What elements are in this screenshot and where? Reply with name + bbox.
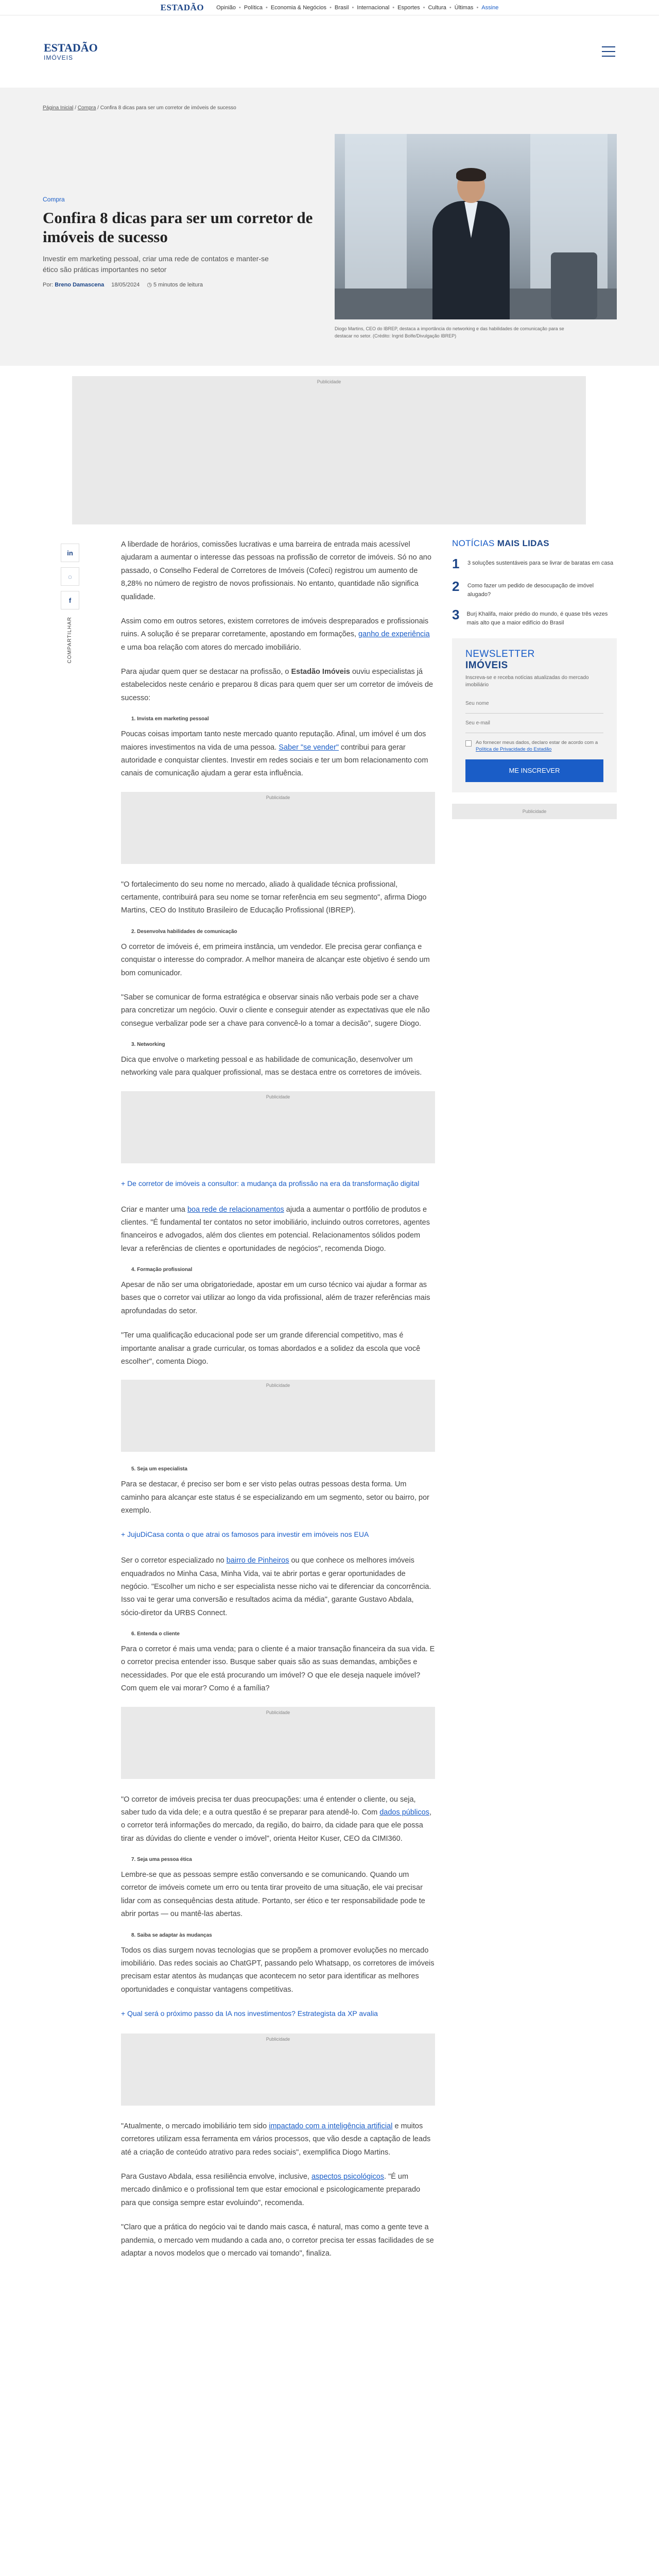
article-hero xyxy=(0,88,659,366)
section-heading: 4. Formação profissional xyxy=(131,1267,193,1273)
paragraph: "O corretor de imóveis precisa ter duas preocupações: uma é entender o cliente, ou seja, saber tudo da vida dele; e a outra questão é se preparar para atendê-lo. Com dados públicos, o corretor terá informações do mercado, da região, do bairro, da cidade para que ele possa tirar as dúvidas do cliente e vender o imóvel", orienta Heitor Kuser, CEO da CIMI360. xyxy=(121,1795,431,1843)
subscribe-button[interactable]: ME INSCREVER xyxy=(465,759,603,782)
nav-brasil[interactable]: Brasil xyxy=(334,4,349,11)
person-figure xyxy=(432,170,510,319)
share-label: COMPARTILHAR xyxy=(67,617,73,664)
inline-link[interactable]: bairro de Pinheiros xyxy=(226,1556,289,1565)
byline xyxy=(43,281,331,288)
facebook-share-button[interactable]: f xyxy=(61,591,79,609)
ad-inline[interactable]: Publicidade xyxy=(121,1091,435,1163)
ad-inline[interactable]: Publicidade xyxy=(121,792,435,864)
sidebar xyxy=(452,538,617,819)
related-link[interactable]: + JujuDiCasa conta o que atrai os famosos para investir em imóveis nos EUA xyxy=(121,1530,369,1539)
related-link[interactable]: + Qual será o próximo passo da IA nos investimentos? Estrategista da XP avalia xyxy=(121,2009,378,2018)
publish-date: 18/05/2024 xyxy=(111,281,140,288)
paragraph: "Ter uma qualificação educacional pode ser um grande diferencial competitivo, mas é importante analisar a grade curricular, os tomas abordados e a solidez da escola que você escolher", comenta Diogo. xyxy=(121,1331,421,1366)
inline-link[interactable]: boa rede de relacionamentos xyxy=(187,1205,284,1214)
reading-time xyxy=(147,281,203,288)
paragraph: "Atualmente, o mercado imobiliário tem sido impactado com a inteligência artificial e muitos corretores utilizam essa ferramenta em vários processos, que vão desde a captação de leads até a criação de conteúdo atrativo para redes sociais", exemplifica Diogo Martins. xyxy=(121,2122,431,2157)
share-bar xyxy=(61,544,81,664)
paragraph: Assim como em outros setores, existem corretores de imóveis despreparados e profissionais ruins. A solução é se preparar corretamente, apostando em formações, ganho de experiência e uma boa relação com atores do mercado imobiliário. xyxy=(121,617,430,652)
inline-link[interactable]: ganho de experiência xyxy=(358,630,430,639)
nav-opiniao[interactable]: Opinião xyxy=(216,4,236,11)
paragraph: Dica que envolve o marketing pessoal e as habilidade de comunicação, desenvolver um networking vale para qualquer profissional, mas se destaca entre os corretores de imóveis. xyxy=(121,1056,422,1077)
most-read-title: NOTÍCIAS MAIS LIDAS xyxy=(452,538,549,548)
photo-caption: Diogo Martins, CEO do IBREP, destaca a importância do networking e das habilidades de comunicação para se destacar no setor. (Crédito: Ingrid Bolfe/Divulgação IBREP) xyxy=(335,326,564,338)
nav-internacional[interactable]: Internacional xyxy=(357,4,390,11)
article-lead: Investir em marketing pessoal, criar uma rede de contatos e manter-se ético são práticas importantes no setor xyxy=(43,255,269,274)
email-field[interactable] xyxy=(465,714,603,733)
nav-cultura[interactable]: Cultura xyxy=(428,4,446,11)
imoveis-logo[interactable] xyxy=(44,42,98,61)
ad-sidebar[interactable]: Publicidade xyxy=(452,804,617,819)
whatsapp-share-button[interactable]: ◌ xyxy=(61,567,79,586)
ad-banner-top[interactable] xyxy=(72,376,586,524)
paragraph: Todos os dias surgem novas tecnologias que se propõem a promover evoluções no mercado imobiliário. Das redes sociais ao ChatGPT, passando pelo Whatsapp, os corretores de imóveis precisam estar atentos às mudanças que acontecem no setor para identificar as melhores oportunidades e conquistar vantagens competitivas. xyxy=(121,1946,435,1994)
paragraph: "Claro que a prática do negócio vai te dando mais casca, é natural, mas como a gente teve a pandemia, o mercado vem mudando a cada ano, o corretor precisa ter essas facilidades de se adaptar a novos modelos que o mercado vai tomando", finaliza. xyxy=(121,2223,434,2258)
brand-sub: IMÓVEIS xyxy=(44,54,74,61)
newsletter-title: NEWSLETTER IMÓVEIS xyxy=(465,649,535,671)
page-title: Confira 8 dicas para ser um corretor de imóveis de sucesso xyxy=(43,209,313,246)
inline-link[interactable]: dados públicos xyxy=(379,1808,429,1817)
ad-inline[interactable]: Publicidade xyxy=(121,2033,435,2106)
related-link[interactable]: + De corretor de imóveis a consultor: a mudança da profissão na era da transformação digital xyxy=(121,1179,420,1188)
newsletter-form xyxy=(452,638,617,792)
consent-checkbox[interactable]: Ao fornecer meus dados, declaro estar de acordo com a Política de Privacidade do Estadão xyxy=(465,739,603,753)
section-heading: 1. Invista em marketing pessoal xyxy=(131,716,209,722)
inline-link[interactable]: aspectos psicológicos xyxy=(311,2173,385,2181)
paragraph: "O fortalecimento do seu nome no mercado, aliado à qualidade técnica profissional, certamente, contribuirá para seu nome se tornar referência em seu segmento", afirma Diogo Martins, CEO do Instituto Brasileiro de Educação Profissional (IBREP). xyxy=(121,880,427,915)
paragraph: Ser o corretor especializado no bairro de Pinheiros ou que conhece os melhores imóveis enquadrados no Minha Casa, Minha Vida, vai te abrir portas e gerar oportunidades de negócio. "Escolher um nicho e ser especialista nesse nicho vai te diferenciar da concorrência. Isso vai te gerar uma conversão e resultados acima da média", garante Gustavo Abdala, sócio-diretor da URBS Connect. xyxy=(121,1556,431,1617)
section-heading: 8. Saiba se adaptar às mudanças xyxy=(131,1932,212,1938)
paragraph: Lembre-se que as pessoas sempre estão conversando e se comunicando. Quando um corretor de imóveis comete um erro ou tenta tirar proveito de uma situação, ele vai precisar lidar com as consequências desta atitude. Portanto, ser ético e ter responsabilidade pode te abrir portas — ou mantê-las abertas. xyxy=(121,1871,425,1919)
paragraph: Para se destacar, é preciso ser bom e ser visto pelas outras pessoas desta forma. Um caminho para alcançar este status é se especializando em um segmento, setor ou bairro, por exemplo. xyxy=(121,1480,429,1515)
privacy-link[interactable]: Política de Privacidade do Estadão xyxy=(476,747,552,753)
linkedin-share-button[interactable]: in xyxy=(61,544,79,562)
section-header xyxy=(0,15,659,88)
inline-link[interactable]: impactado com a inteligência artificial xyxy=(269,2122,393,2130)
ad-inline[interactable]: Publicidade xyxy=(121,1707,435,1779)
section-heading: 5. Seja um especialista xyxy=(131,1466,187,1472)
newsletter-desc: Inscreva-se e receba notícias atualizadas do mercado imobiliário xyxy=(465,675,589,688)
nav-politica[interactable]: Política xyxy=(244,4,263,11)
top-nav: Opinião • Política • Economia & Negócios • Brasil • Internacional • Esportes • Cultura • Últimas • Assine xyxy=(216,4,499,11)
paragraph: Para Gustavo Abdala, essa resiliência envolve, inclusive, aspectos psicológicos. "É um mercado dinâmico e o profissional tem que estar emocional e psicologicamente preparado para que consiga sempre estar evoluindo", recomenda. xyxy=(121,2173,421,2207)
most-read-item[interactable]: 2 Como fazer um pedido de desocupação de imóvel alugado? xyxy=(452,579,594,598)
nav-assine[interactable]: Assine xyxy=(481,4,499,11)
inline-link[interactable]: Saber "se vender" xyxy=(279,743,339,752)
brand-main: ESTADÃO xyxy=(44,41,98,54)
most-read-item[interactable]: 3 Burj Khalifa, maior prédio do mundo, é quase três vezes mais alto que a maior edifício do Brasil xyxy=(452,607,608,626)
paragraph: "Saber se comunicar de forma estratégica e observar sinais não verbais pode ser a chave para concretizar um negócio. Ouvir o cliente e conseguir atender as expectativas que ele não consegue verbalizar pode ser a chave para convencê-lo a tomar a decisão", sugere Diogo. xyxy=(121,993,430,1028)
by-label: Por: xyxy=(43,281,54,288)
section-heading: 2. Desenvolva habilidades de comunicação xyxy=(131,928,237,935)
article-kicker[interactable]: Compra xyxy=(43,196,65,203)
clock-icon: ◷ xyxy=(147,282,152,289)
ad-label: Publicidade xyxy=(317,379,341,384)
section-heading: 6. Entenda o cliente xyxy=(131,1631,180,1637)
section-heading: 7. Seja uma pessoa ética xyxy=(131,1857,192,1863)
top-bar xyxy=(0,0,659,15)
estadao-logo[interactable]: ESTADÃO xyxy=(160,2,204,12)
nav-ultimas[interactable]: Últimas xyxy=(454,4,474,11)
paragraph: Para ajudar quem quer se destacar na profissão, o Estadão Imóveis ouviu especialistas já estabelecidos neste cenário e preparou 8 dicas para quem quer ser um corretor de imóveis de sucesso: xyxy=(121,668,433,702)
paragraph: Poucas coisas importam tanto neste mercado quanto reputação. Afinal, um imóvel é um dos maiores investimentos na vida de uma pessoa. Saber "se vender" contribui para gerar autoridade e conquistar clientes. Investir em redes sociais e ter um bom relacionamento com canais de comunicação ajudam a gerar esta influência. xyxy=(121,730,428,778)
ad-inline[interactable]: Publicidade xyxy=(121,1380,435,1452)
hero-text xyxy=(43,196,331,288)
breadcrumb: Página Inicial / Compra / Confira 8 dicas para ser um corretor de imóveis de sucesso xyxy=(43,105,236,111)
paragraph: Para o corretor é mais uma venda; para o cliente é a maior transação financeira da sua vida. E o corretor precisa entender isso. Busque saber quais são as suas demandas, ambições e necessidades. Por que ele está procurando um imóvel? O que ele deseja naquele imóvel? Com quem ele vai morar? Como é a família? xyxy=(121,1645,435,1693)
breadcrumb-section[interactable]: Compra xyxy=(77,105,96,111)
author-name[interactable]: Breno Damascena xyxy=(55,281,105,288)
article-body xyxy=(121,538,435,2272)
reading-time-text: 5 minutos de leitura xyxy=(153,282,203,289)
nav-economia[interactable]: Economia & Negócios xyxy=(270,4,327,11)
paragraph: Criar e manter uma boa rede de relacionamentos ajuda a aumentar o portfólio de produtos e clientes. "É fundamental ter contatos no setor imobiliário, incluindo outros corretores, agentes financeiros e advogados, além dos clientes em potencial. Relacionamentos sólidos podem levar a referências de clientes e oportunidades de negócios", recomenda Diogo. xyxy=(121,1205,430,1253)
menu-icon[interactable] xyxy=(602,46,615,57)
nav-esportes[interactable]: Esportes xyxy=(397,4,420,11)
section-heading: 3. Networking xyxy=(131,1042,165,1047)
name-field[interactable] xyxy=(465,694,603,714)
most-read-item[interactable]: 1 3 soluções sustentáveis para se livrar de baratas em casa xyxy=(452,556,614,571)
breadcrumb-home[interactable]: Página Inicial xyxy=(43,105,74,111)
hero-photo xyxy=(335,134,617,319)
paragraph: Apesar de não ser uma obrigatoriedade, apostar em um curso técnico vai ajudar a formar as bases que o corretor vai utilizar ao longo da vida profissional, além de trazer referências mais aprofundadas do setor. xyxy=(121,1281,430,1315)
paragraph: A liberdade de horários, comissões lucrativas e uma barreira de entrada mais acessível ajudaram a aumentar o interesse das pessoas na profissão de corretor de imóveis. Só no ano passado, o Conselho Federal de Corretores de Imóveis (Cofeci) registrou um aumento de 8,28% no número de registro de novos profissionais. No entanto, quantidade não significa qualidade. xyxy=(121,540,431,601)
breadcrumb-current: Confira 8 dicas para ser um corretor de imóveis de sucesso xyxy=(100,105,236,111)
paragraph: O corretor de imóveis é, em primeira instância, um vendedor. Ele precisa gerar confiança e conquistar o interesse do comprador. A melhor maneira de alcançar este objetivo é sendo um bom comunicador. xyxy=(121,942,430,977)
